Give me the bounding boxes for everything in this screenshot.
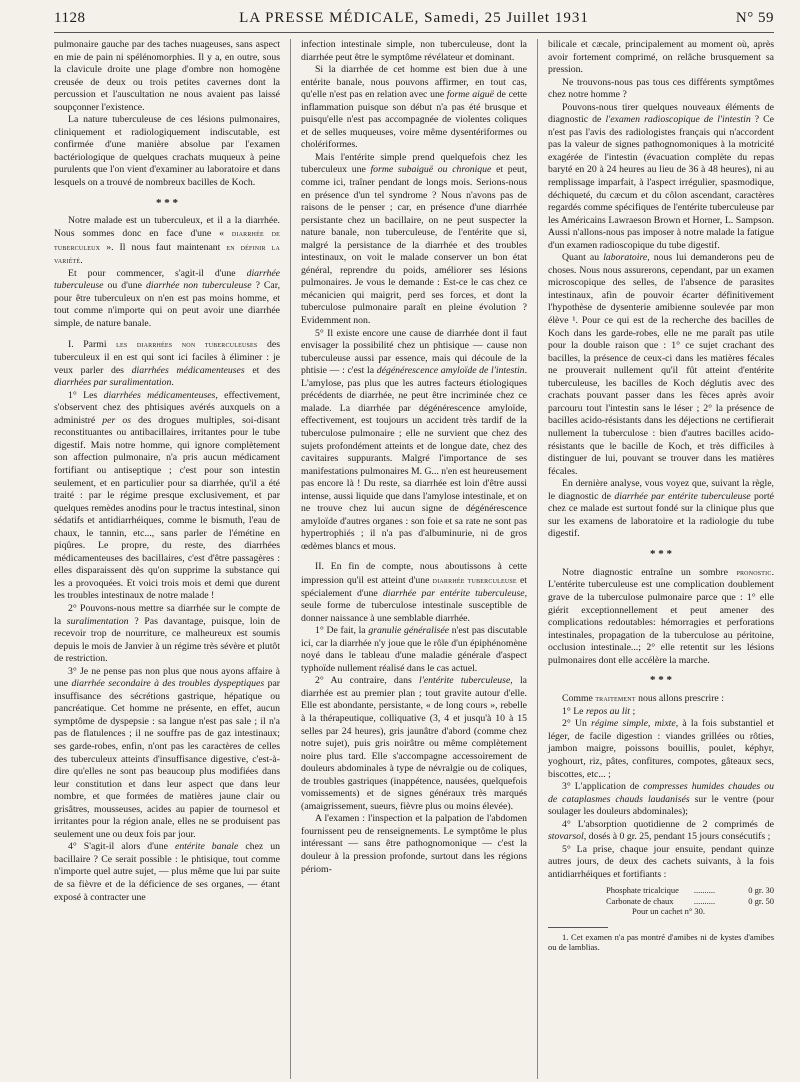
paragraph — [54, 338, 280, 389]
paragraph: La nature tuberculeuse de ces lésions pulmonaires, cliniquement et radiologiquement indiscutable, est confirmée d'une manière absolue par l'examen bactériologique de quelques crachats muqueux à peine purulents que l'on vient d'examiner au laboratoire et dans lesquels on a trouvé de nombreux bacilles de Koch. — [54, 114, 280, 189]
italic-text: diarrhée non tuberculeuse — [146, 280, 252, 292]
text: et des — [252, 364, 280, 376]
text: 5° Il existe encore une cause de diarrhée dont il faut envisager la possibilité chez un phtisique — cause non tuberculeuse aussi par essence, mais qui découle de la phtisie — : c'est la — [301, 327, 527, 377]
italic-text: compresses humides chaudes ou de cataplasmes chauds laudanisés — [548, 781, 774, 805]
paragraph — [54, 603, 280, 666]
paragraph — [301, 64, 527, 152]
text: , effectivement, s'observent chez des phtisiques avérés auxquels on a administré — [54, 389, 280, 426]
paragraph — [548, 252, 774, 478]
text: . — [80, 255, 83, 267]
column-1 — [54, 39, 280, 1079]
issue-number: N° 59 — [735, 10, 774, 26]
prescription-line — [606, 885, 774, 896]
small-caps-text: pronostic — [736, 566, 772, 577]
text: . — [171, 377, 174, 389]
text: Et pour commencer, s'agit-il d'une — [68, 267, 236, 279]
paragraph: pulmonaire gauche par des taches nuageuses, sans aspect en mie de pain ni spélénomorphies. Il y a, en outre, sous la clavicule droite une plage d'ombre non homogène creusée de deux ou trois petites cavernes dont la percussion et l'auscultation ne nous avaient pas laissé soupçonner l'existence. — [54, 39, 280, 113]
text: 4° S'agit-il alors d'une — [68, 841, 168, 853]
text: II. En fin de compte, nous aboutissons à cette impression qu'il est atteint d'une — [301, 561, 527, 586]
text: ou d'une — [107, 280, 142, 292]
italic-text: stovarsol — [548, 831, 584, 843]
text: ? Car, pour être tuberculeux on n'en est pas moins homme, et tout comme n'importe qui on peut avoir une diarrhée simple, de nature banale. — [54, 280, 280, 329]
text: 2° Un — [562, 718, 587, 730]
section-separator: * * * — [650, 547, 672, 560]
text: Pouvons-nous tirer quelques nouveaux éléments de diagnostic de — [548, 101, 774, 126]
italic-text: diarrhée par entérite tuberculeuse — [382, 587, 525, 599]
italic-text: diarrhée par entérite tuberculeuse — [614, 490, 751, 502]
text: n'est pas discutable ici, car la diarrhée n'y joue que le rôle d'un épiphénomène noyé dans le tableau d'une maladie générale d'aspect typhoïde nullement réalisé dans le cas actuel. — [301, 625, 527, 674]
text: Quant au — [562, 252, 600, 264]
paragraph — [54, 841, 280, 904]
prescription-line — [606, 896, 774, 907]
leader-dots: .......... — [693, 895, 716, 906]
paragraph — [301, 152, 527, 328]
paragraph — [301, 625, 527, 675]
small-caps-text: diarrhée de tuberculeux — [54, 228, 280, 252]
text: , dosés à 0 gr. 25, pendant 15 jours consécutifs ; — [583, 831, 771, 843]
footnote-rule — [548, 927, 608, 928]
column-2 — [290, 39, 527, 1079]
ingredient-name: Phosphate tricalcique — [606, 885, 679, 896]
text: des drogues multiples, soi-disant reconstituantes ou antibacillaires, irritantes pour le tube digestif. Mais notre homme, qui ignore complètement son affection pulmonaire, n'a pris aucun médicament fortifiant ou antiseptique ; c'est pour son intestin seulement, et en particulier pour sa diarrhée, qu'il a été traité : par le régime presque exclusivement, et par quelques remèdes anodins pour le tractus intestinal, sinon sédatifs et antidiarrhéiques, comme le bismuth, l'eau de chaux, le tannin, etc..., sans parler de l'émétine en piqûres. Le propre, du reste, des diarrhées médicamenteuses des bacillaires, c'est d'être passagères : elles disparaissent dès qu'on supprime la substance qui les a provoquées. Et voici trois mois et demi que durent les troubles intestinaux de notre malade ! — [54, 414, 280, 602]
paragraph — [548, 102, 774, 253]
section-separator: * * * — [156, 196, 178, 209]
ingredient-dose: 0 gr. 50 — [748, 895, 774, 906]
small-caps-text: en définir la variété — [54, 241, 280, 266]
text: nous allons prescrire : — [638, 693, 724, 705]
italic-text: diarrhées médicamenteuses — [103, 389, 216, 401]
journal-title: LA PRESSE MÉDICALE, Samedi, 25 Juillet 1931 — [239, 10, 589, 26]
text: . L'entérite tuberculeuse est une complication doublement grave de la tuberculose pulmonaire parce que : 1° elle giérit exceptionnellement et peut amener des complications redoutables: hémorragies et perforations intestinales, propagation de la tuberculose au péritoine, occlusion intestinale...; 2° elle retentit sur les lésions pulmonaires dont elle accélère la marche. — [548, 566, 774, 666]
treatment-item — [548, 718, 774, 781]
paragraph — [54, 215, 280, 268]
text: Si la diarrhée de cet homme est bien due à une entérite banale, nous pouvons affirmer, en tout cas, qu'elle n'est pas en relation avec une — [301, 64, 527, 101]
text: chez un bacillaire ? Ce serait possible : le phtisique, tout comme n'importe quel autre sujet, — plus même que lui par suite de sa fièvre et de la déficience de ses organes, — étant exposé à contracter une — [54, 841, 280, 903]
text: et peut, comme ici, traîner pendant de longs mois. Serions-nous en présence d'un tel syndrome ? Nous n'avons pas de raisons de le penser ; car, en présence d'une diarrhée persistante chez un bacillaire, on ne peut suspecter la nature banale, non tuberculeuse, de l'entérite que si, malgré la persistance de la diarrhée et des troubles intestinaux, on voit le malade conserver un bon état général, reprendre du poids, améliorer ses lésions pulmonaires. Je vous le demande : Est-ce le cas chez ce mécanicien qui maigrit, perd ses forces, et dont la tuberculose pulmonaire paraît en pleine évolution ? Evidemment non. — [301, 164, 527, 327]
text: porté chez ce malade est surtout fondé sur la clinique plus que sur les examens de laboratoire et la radiologie du tube digestif. — [548, 490, 774, 540]
text: 1° De fait, la — [315, 625, 366, 637]
text: 1° Le — [562, 705, 584, 717]
paragraph — [54, 268, 280, 331]
italic-text: repos au lit — [585, 705, 630, 717]
italic-text: dégénérescence amyloïde de l'intestin — [376, 365, 525, 377]
italic-text: diarrhées par suralimentation — [54, 377, 172, 389]
text: de cette inflammation puisque son début n'a pas été brusque et puisqu'elle n'est pas accompagnée de violentes coliques et de selles muqueuses, voire même dysentériformes ou cholériformes. — [301, 89, 527, 151]
column-3 — [537, 39, 774, 1079]
paragraph — [548, 478, 774, 541]
text: Comme — [562, 693, 593, 705]
italic-text: entérite banale — [175, 841, 239, 853]
ingredient-dose: 0 gr. 30 — [748, 885, 774, 896]
text: En dernière analyse, vous voyez que, suivant la règle, le diagnostic de — [548, 478, 774, 502]
italic-text: l'entérite tuberculeuse — [419, 675, 511, 687]
text: , la diarrhée est au premier plan ; tout gravite autour d'elle. Elle est abondante, persistante, « de long cours », rebelle à la thérapeutique, colliquative (3, 4 et jusqu'à 10 à 15 selles par 24 heures), gris jaunâtre d'abord (comme chez notre sujet), puis gris noirâtre ou même complètement noire plus tard. Elle s'accompagne accessoirement de douleurs abdominales à type de névralgie ou de coliques, de troubles gastriques (inappétence, nausées, quelquefois vomissements) et de signes généraux très marqués (amaigrissement, sueurs, fièvre plus ou moins élevée). — [301, 675, 527, 812]
treatment-item — [548, 706, 774, 719]
prescription — [606, 885, 774, 917]
text: 4° L'absorption quotidienne de 2 comprimés de — [562, 818, 774, 830]
paragraph — [54, 390, 280, 603]
text: . L'amylose, pas plus que les autres facteurs étiologiques précédents de diarrhée, ne peut être incriminée chez ce malade. La diarrhée par dégénérescence amyloïde, effectivement, est toujours un accident très tardif de la tuberculose pulmonaire ; elle ne survient que chez des sujets profondément atteints et de longue date, chez des cavitaires suppurants. Malgré l'importance de ses manifestations pulmonaires M. G... n'en est heureusement pas encore là ! Du reste, sa diarrhée est loin d'être aussi intense, aussi liquide que dans l'amylose intestinale, et on ne trouve chez lui aucun signe de dégénérescence amyloïde d'autres organes : son foie et sa rate ne sont pas hypertrophiés ; il n'a pas d'albuminurie, ni de gros œdèmes blancs et mous. — [301, 365, 527, 552]
text: 1° Les — [68, 389, 98, 401]
text: I. Parmi — [68, 339, 107, 351]
page-number: 1128 — [54, 10, 86, 26]
paragraph: infection intestinale simple, non tuberculeuse, dont la diarrhée peut être le symptôme révélateur et dominant. — [301, 39, 527, 63]
article-columns — [54, 39, 774, 1079]
italic-text: forme aiguë — [446, 89, 494, 101]
treatment-item: 5° La prise, chaque jour ensuite, pendant quinze autres jours, de deux des cachets suivants, à la fois antidiarrhéiques et fortifiants : — [548, 843, 774, 880]
italic-text: l'examen radioscopique de l'intestin — [605, 114, 751, 126]
text: Notre malade est un tuberculeux, et il a la diarrhée. Nous sommes donc en face d'une « — [54, 214, 280, 240]
text: ? Pas davantage, puisque, loin de recevoir trop de nourriture, ce malheureux est soumis depuis le mois de Janvier à un régime très sévère et plutôt de restriction. — [54, 615, 280, 665]
text: et spécialement d'une — [301, 574, 527, 599]
leader-dots: .......... — [693, 885, 716, 896]
ingredient-name: Carbonate de chaux — [606, 895, 674, 906]
text: des tuberculeux il en est qui sont ici faciles à éliminer : je veux parler des — [54, 339, 280, 376]
italic-text: laboratoire — [603, 252, 648, 264]
treatment-item — [548, 819, 774, 844]
text: Mais l'entérite simple prend quelquefois chez les tuberculeux une — [301, 151, 527, 176]
text: 3° L'application de — [562, 781, 640, 793]
prescription-total: Pour un cachet n° 30. — [632, 906, 706, 917]
paragraph — [301, 561, 527, 625]
italic-text: granulie généralisée — [368, 625, 449, 637]
italic-text: régime simple, mixte — [591, 718, 676, 730]
footnote: 1. Cet examen n'a pas montré d'amibes ni de kystes d'amibes ou de lamblias. — [548, 931, 774, 953]
text: sur le ventre (pour soulager les douleurs abdominales); — [548, 793, 774, 818]
text: Notre diagnostic entraîne un sombre — [562, 566, 728, 578]
treatment-item — [548, 781, 774, 819]
section-separator: * * * — [650, 674, 672, 687]
italic-text: suralimentation — [66, 615, 129, 627]
text: ? Ce n'est pas l'avis des radiologistes français qui n'accordent pas la valeur de signes pathognomoniques à la motricité exagérée de l'intestin (évacuation complète du repas baryté en 20 à 24 heures au lieu de 36 à 48 heures), ni au remplissage imparfait, à l'aspect irrégulier, spasmodique, déchiqueté, du cæcum et du côlon ascendant, caractères regardés comme spécifiques de l'entérite tuberculeuse par les Américains Lawraeson Brown et Horner, L. Sampson. Aussi n'allons-nous pas imposer à notre malade la fatigue d'un examen radioscopique du tube digestif. — [548, 114, 774, 251]
text: , nous lui demanderons peu de choses. Nous nous assurerons, cependant, par un examen microscopique des selles, de l'absence de parasites intestinaux, afin de pouvoir écarter définitivement l'hypothèse de dysenterie amibienne soulevée par mon élève ¹. Pour ce qui est de la recherche des bacilles de Koch dans les garde-robes, elle ne me paraît pas utile pour la double raison que : 1° ce sujet crachant des bacilles, la présence de ceux-ci dans les matières fécales ne prouverait nullement qu'il fût atteint d'entérite tuberculeuse, les bacilles de Koch déglutis avec des crachats pouvant passer dans les fèces après avoir parcouru tout l'intestin sans le léser ; 2° la présence de bacilles acido-résistants dans les déjections ne certifierait nullement la tuberculose : bien d'autres bacilles acido-résistants que le bacille de Koch, et très difficiles à distinguer de lui, pouvant se trouver dans les matières fécales. — [548, 252, 774, 477]
paragraph: Ne trouvons-nous pas tous ces différents symptômes chez notre homme ? — [548, 76, 774, 101]
paragraph — [301, 675, 527, 813]
paragraph: bilicale et cæcale, principalement au moment où, après avoir fortement comprimé, on relâche brusquement sa pression. — [548, 39, 774, 76]
italic-text: diarrhée tuberculeuse — [54, 267, 280, 292]
text: 3° Je ne pense pas non plus que nous ayons affaire à une — [54, 665, 280, 690]
small-caps-text: les diarrhées non tuberculeuses — [116, 339, 258, 350]
small-caps-text: diarrhée tuberculeuse — [432, 574, 517, 585]
italic-text: per os — [102, 414, 132, 426]
small-caps-text: traitement — [595, 693, 636, 704]
italic-text: forme subaiguë ou chronique — [370, 164, 492, 176]
page-header — [54, 10, 774, 33]
paragraph — [301, 328, 527, 554]
paragraph — [548, 692, 774, 706]
text: 2° Au contraire, dans — [315, 675, 412, 687]
text: , seule forme de tuberculose intestinale susceptible de donner naissance à une semblable diarrhée. — [301, 587, 527, 624]
text: ». Il nous faut maintenant — [106, 241, 221, 253]
text: par insuffisance des sécrétions gastrique, hépatique ou pancréatique. Cet homme ne présente, en effet, aucun symptôme de dyspepsie : sa langue n'est pas sale ; il n'a pas de flatulences ; il ne souffre pas de gaz intestinaux; ses garde-robes, enfin, n'ont pas les caractères de celles des tuberculeux atteints d'insuffisance digestive, c'est-à-dire qu'elles ne sont pas beaucoup plus modifiées dans leur constitution et dans leur aspect que dans leur nombre, et que formées de matières jaune clair ou grisâtres, mousseuses, acides au papier de tournesol et irritantes pour la région anale, elles ne se produisent pas seulement une ou deux fois par jour. — [54, 678, 280, 840]
paragraph — [548, 566, 774, 667]
paragraph: A l'examen : l'inspection et la palpation de l'abdomen fournissent peu de renseignements. Le symptôme le plus intéressant — sans être pathognomonique — c'est la douleur à la pression profonde, surtout dans les régions périom- — [301, 813, 527, 875]
text: 2° Pouvons-nous mettre sa diarrhée sur le compte de la — [54, 602, 280, 627]
italic-text: diarrhées médicamenteuses — [131, 364, 245, 376]
text: , à la fois substantiel et léger, de facile digestion : viandes grillées ou rôties, jambon maigre, poissons bouillis, poulet, képhyr, yoghourt, riz, pâtes, confitures, compotes, gâteaux secs, biscottes, etc... ; — [548, 718, 774, 780]
italic-text: diarrhée secondaire à des troubles dyspeptiques — [71, 678, 265, 690]
paragraph — [54, 666, 280, 842]
text: ; — [632, 705, 636, 717]
